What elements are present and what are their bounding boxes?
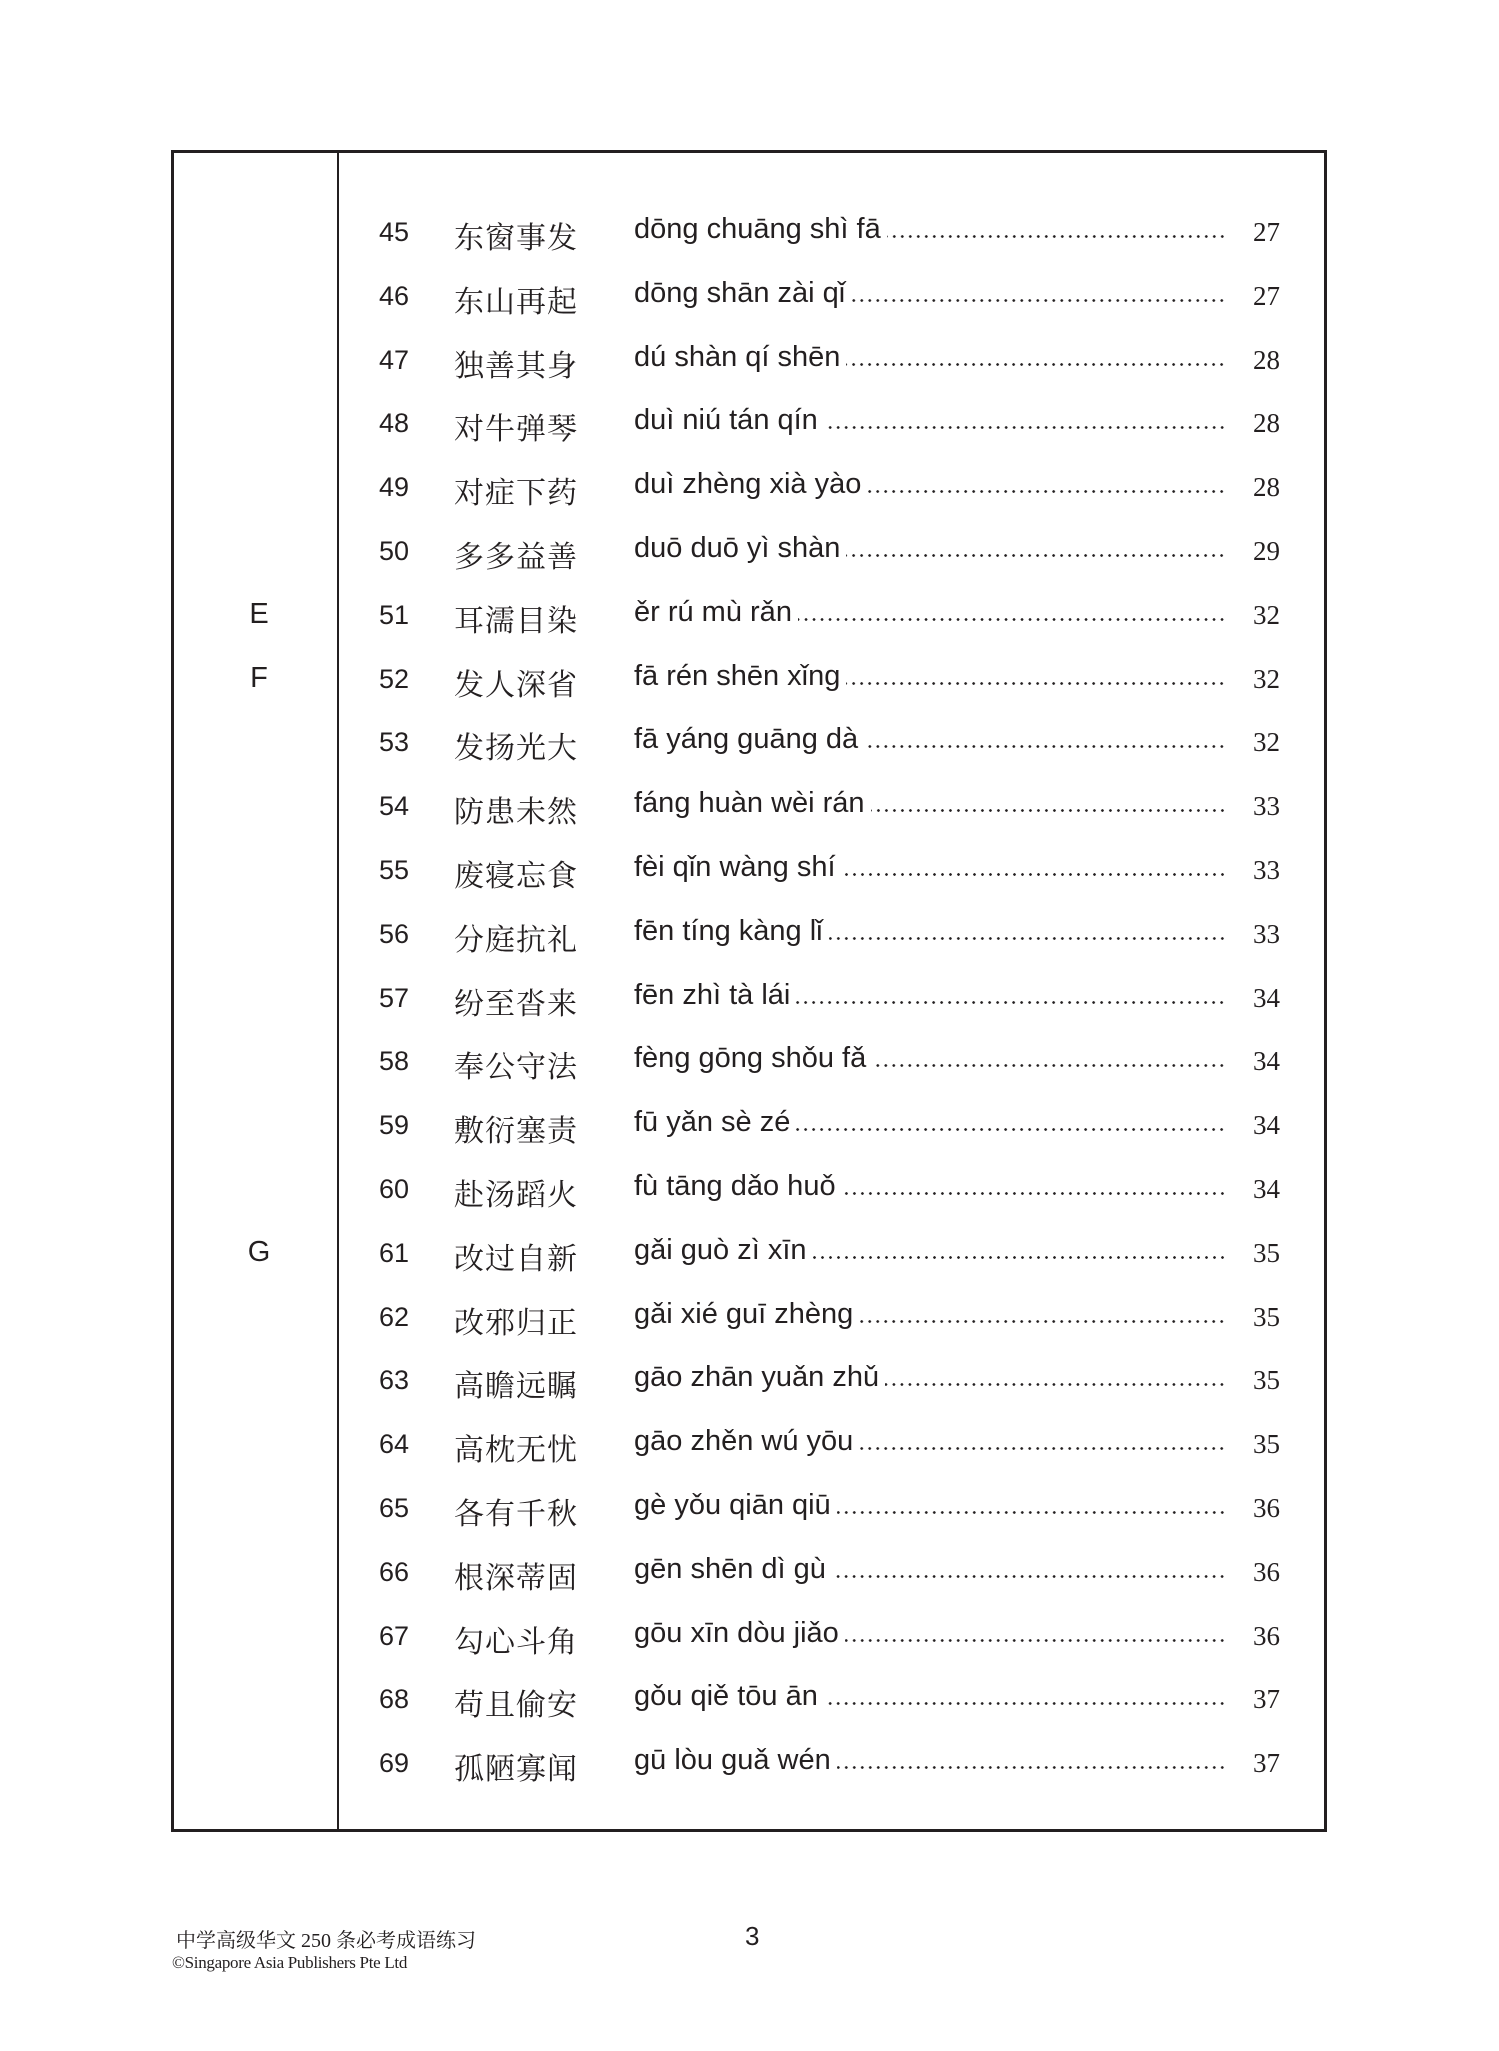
entry-line	[634, 851, 1226, 884]
index-row	[174, 777, 1324, 841]
entry-page: 36	[1253, 1493, 1280, 1523]
index-row	[174, 1351, 1324, 1415]
idiom: 高瞻远瞩	[454, 1369, 578, 1405]
entry-page: 34	[1253, 982, 1280, 1013]
idiom: 多多益善	[454, 540, 578, 575]
entry-page: 33	[1253, 918, 1280, 949]
pinyin: dōng shān zài qǐ	[634, 276, 846, 309]
entry-page: 28	[1253, 408, 1280, 439]
dot-leader	[832, 1575, 1226, 1578]
pinyin: duō duō yì shàn	[634, 532, 841, 564]
index-row	[174, 1415, 1324, 1479]
entry-page: 34	[1253, 1174, 1280, 1204]
pinyin: gū lòu guǎ wén	[634, 1744, 831, 1777]
idiom: 赴汤蹈火	[454, 1178, 578, 1213]
entry-number: 53	[379, 727, 410, 758]
idiom: 防患未然	[454, 795, 578, 831]
index-row	[174, 1224, 1324, 1288]
idiom: 对牛弹琴	[454, 412, 578, 448]
entry-number: 61	[379, 1237, 410, 1268]
entry-line	[634, 404, 1226, 437]
dot-leader	[867, 490, 1226, 493]
entry-number: 68	[379, 1684, 410, 1715]
page-number: 3	[745, 1921, 760, 1951]
section-letter: E	[249, 597, 269, 630]
dot-leader	[798, 618, 1226, 621]
dot-leader	[842, 1192, 1226, 1195]
entry-page: 32	[1253, 727, 1280, 758]
entry-line	[634, 723, 1226, 756]
dot-leader	[813, 1256, 1227, 1259]
index-row	[174, 267, 1324, 331]
entry-number: 56	[379, 918, 410, 949]
idiom: 奉公守法	[454, 1050, 578, 1086]
entry-number: 50	[379, 536, 410, 566]
dot-leader	[846, 554, 1226, 557]
entry-number: 62	[379, 1301, 410, 1332]
entry-line	[634, 532, 1226, 565]
dot-leader	[824, 426, 1226, 429]
dot-leader	[871, 809, 1226, 812]
entry-line	[634, 979, 1226, 1012]
entry-page: 37	[1253, 1684, 1280, 1715]
dot-leader	[796, 1001, 1226, 1004]
entry-page: 35	[1253, 1429, 1280, 1460]
idiom: 对症下药	[454, 476, 578, 512]
entry-line	[634, 277, 1226, 310]
entry-line	[634, 1744, 1226, 1777]
dot-leader	[859, 1447, 1226, 1450]
index-row	[174, 586, 1324, 650]
pinyin: fáng huàn wèi rán	[634, 787, 865, 820]
index-row	[174, 713, 1324, 777]
pinyin: gè yǒu qiān qiū	[634, 1489, 831, 1521]
idiom: 独善其身	[454, 348, 578, 384]
index-row	[174, 331, 1324, 395]
index-row	[174, 1607, 1324, 1671]
pinyin: gōu xīn dòu jiǎo	[634, 1616, 839, 1649]
idiom: 根深蒂固	[454, 1560, 578, 1596]
pinyin: gēn shēn dì gù	[634, 1552, 826, 1585]
dot-leader	[796, 1128, 1226, 1131]
entry-line	[634, 213, 1226, 246]
index-row	[174, 1096, 1324, 1160]
entry-page: 36	[1253, 1620, 1280, 1651]
entry-line	[634, 1234, 1226, 1267]
entry-line	[634, 1042, 1226, 1075]
index-row	[174, 1160, 1324, 1224]
entry-line	[634, 1553, 1226, 1586]
entry-number: 64	[379, 1429, 410, 1460]
entry-number: 46	[379, 280, 410, 311]
idiom: 纷至沓来	[454, 986, 578, 1022]
index-row	[174, 1670, 1324, 1734]
pinyin: fèng gōng shǒu fǎ	[634, 1042, 867, 1075]
idiom: 勾心斗角	[454, 1624, 578, 1660]
idiom: 敷衍塞责	[454, 1114, 578, 1150]
pinyin: ěr rú mù rǎn	[634, 595, 792, 628]
entry-line	[634, 1680, 1226, 1713]
entry-page: 34	[1253, 1046, 1280, 1077]
pinyin: fā yáng guāng dà	[634, 723, 859, 756]
pinyin: gāo zhān yuǎn zhǔ	[634, 1361, 880, 1394]
entry-number: 51	[379, 599, 410, 630]
index-row	[174, 458, 1324, 522]
index-row	[174, 905, 1324, 969]
idiom: 东窗事发	[454, 221, 578, 256]
index-row	[174, 1479, 1324, 1543]
entry-line	[634, 1617, 1226, 1650]
entry-page: 36	[1253, 1556, 1280, 1587]
dot-leader	[846, 363, 1226, 366]
dot-leader	[859, 1320, 1226, 1323]
index-row	[174, 1288, 1324, 1352]
entry-line	[634, 596, 1226, 629]
entry-number: 63	[379, 1365, 410, 1396]
entry-page: 28	[1253, 344, 1280, 375]
dot-leader	[824, 1702, 1226, 1705]
pinyin: fū yǎn sè zé	[634, 1106, 791, 1139]
entry-line	[634, 468, 1226, 501]
entry-number: 48	[379, 408, 410, 439]
entry-number: 69	[379, 1748, 410, 1779]
dot-leader	[829, 937, 1226, 940]
entry-line	[634, 1361, 1226, 1394]
entry-page: 35	[1253, 1237, 1280, 1268]
index-row	[174, 1543, 1324, 1607]
pinyin: gǎi guò zì xīn	[634, 1233, 807, 1266]
idiom: 耳濡目染	[454, 603, 578, 639]
entry-line	[634, 1170, 1226, 1203]
book-title: 中学高级华文 250 条必考成语练习	[176, 1930, 476, 1952]
dot-leader	[837, 1511, 1226, 1514]
entry-line	[634, 341, 1226, 374]
pinyin: fēn tíng kàng lǐ	[634, 914, 823, 947]
entry-page: 32	[1253, 663, 1280, 694]
dot-leader	[842, 873, 1226, 876]
entry-number: 67	[379, 1620, 410, 1651]
idiom: 改邪归正	[454, 1305, 578, 1341]
pinyin: fèi qǐn wàng shí	[634, 851, 836, 883]
entry-page: 28	[1253, 472, 1280, 503]
entry-line	[634, 1106, 1226, 1139]
entry-number: 52	[379, 663, 410, 694]
entry-number: 59	[379, 1110, 410, 1141]
entry-page: 33	[1253, 855, 1280, 885]
idiom: 改过自新	[454, 1241, 578, 1277]
idiom: 东山再起	[454, 284, 578, 320]
dot-leader	[887, 235, 1226, 238]
pinyin: duì niú tán qín	[634, 404, 818, 437]
entry-number: 49	[379, 472, 410, 503]
entry-page: 27	[1253, 280, 1280, 311]
entry-page: 29	[1253, 536, 1280, 566]
pinyin: gāo zhěn wú yōu	[634, 1425, 854, 1458]
entry-page: 27	[1253, 217, 1280, 247]
pinyin: dú shàn qí shēn	[634, 340, 841, 373]
entry-line	[634, 787, 1226, 820]
index-row	[174, 522, 1324, 586]
index-row	[174, 650, 1324, 714]
idiom: 各有千秋	[454, 1497, 578, 1532]
entry-page: 34	[1253, 1110, 1280, 1141]
entry-line	[634, 915, 1226, 948]
dot-leader	[837, 1766, 1226, 1769]
section-letter: G	[247, 1235, 271, 1268]
entry-line	[634, 1298, 1226, 1331]
entry-page: 33	[1253, 791, 1280, 822]
dot-leader	[851, 299, 1226, 302]
idiom: 孤陋寡闻	[454, 1752, 578, 1788]
entry-line	[634, 660, 1226, 693]
entry-line	[634, 1489, 1226, 1522]
section-letter: F	[250, 661, 268, 694]
idiom: 高枕无忧	[454, 1433, 578, 1469]
dot-leader	[872, 1064, 1226, 1067]
entry-number: 55	[379, 855, 410, 885]
entry-line	[634, 1425, 1226, 1458]
entry-number: 57	[379, 982, 410, 1013]
entry-number: 47	[379, 344, 410, 375]
index-row	[174, 203, 1324, 267]
entry-number: 65	[379, 1493, 410, 1523]
idiom: 发扬光大	[454, 731, 578, 767]
index-row	[174, 841, 1324, 905]
pinyin: dōng chuāng shì fā	[634, 213, 881, 245]
pinyin: fā rén shēn xǐng	[634, 659, 841, 692]
entry-number: 45	[379, 217, 410, 247]
copyright: ©Singapore Asia Publishers Pte Ltd	[172, 1953, 408, 1972]
idiom: 发人深省	[454, 667, 578, 703]
entry-page: 32	[1253, 599, 1280, 630]
dot-leader	[845, 1639, 1226, 1642]
entry-page: 37	[1253, 1748, 1280, 1779]
entry-page: 35	[1253, 1365, 1280, 1396]
dot-leader	[864, 745, 1226, 748]
idiom: 分庭抗礼	[454, 922, 578, 958]
entry-number: 60	[379, 1174, 410, 1204]
pinyin: gǎi xié guī zhèng	[634, 1297, 854, 1330]
index-row	[174, 1032, 1324, 1096]
index-row	[174, 394, 1324, 458]
pinyin: duì zhèng xià yào	[634, 468, 862, 501]
pinyin: fēn zhì tà lái	[634, 978, 791, 1011]
idiom: 废寝忘食	[454, 859, 578, 894]
entry-page: 35	[1253, 1301, 1280, 1332]
index-row	[174, 1734, 1324, 1798]
pinyin: fù tāng dǎo huǒ	[634, 1170, 836, 1202]
index-row	[174, 969, 1324, 1033]
entry-number: 66	[379, 1556, 410, 1587]
pinyin: gǒu qiě tōu ān	[634, 1680, 818, 1713]
dot-leader	[885, 1383, 1226, 1386]
idiom: 苟且偷安	[454, 1688, 578, 1724]
entry-number: 54	[379, 791, 410, 822]
entry-number: 58	[379, 1046, 410, 1077]
dot-leader	[846, 682, 1226, 685]
index-table	[171, 150, 1327, 1832]
